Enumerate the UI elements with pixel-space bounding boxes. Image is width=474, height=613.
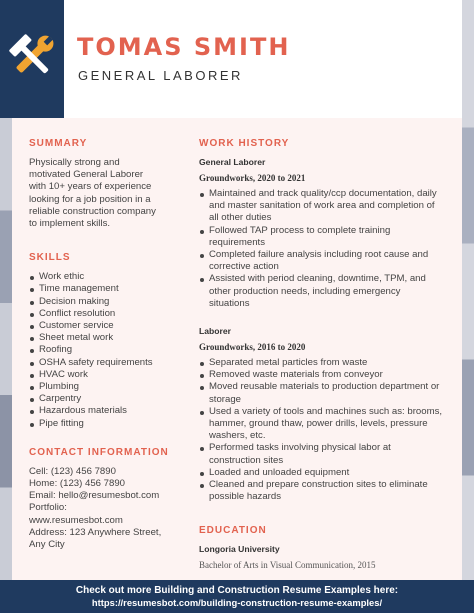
bullet-line: Performed tasks involving physical labor at [209,442,391,454]
education-school: Longoria University [199,544,280,555]
right-edge-stripes [462,0,474,580]
summary-line: motivated General Laborer [29,169,144,181]
bullet-line: Cleaned and prepare construction sites to eliminate [209,479,428,491]
summary-line: with 10+ years of experience [29,181,152,193]
contact-portfolio-label: Portfolio: [29,502,67,514]
job-bullet [199,479,454,503]
footer-link[interactable]: https://resumesbot.com/building-construction-resume-examples/ [91,597,383,608]
skill-item: Time management [29,283,179,295]
contact-city: Any City [29,539,65,551]
bullet-line: storage [209,393,241,405]
hammer-wrench-icon [5,30,59,84]
job-bullet [199,442,454,466]
job-bullet [199,369,454,381]
skill-item: Plumbing [29,381,179,393]
footer-banner [0,580,474,613]
job-bullet [199,357,454,369]
bullet-line: hammer, ground thaw, power drills, levels, pressure [209,418,428,430]
skill-item: Conflict resolution [29,308,179,320]
right-column [199,138,454,570]
contact-heading: CONTACT INFORMATION [29,446,169,458]
education-degree: Bachelor of Arts in Visual Communication, 2015 [199,560,376,571]
summary-text [29,157,179,230]
work-history-heading: WORK HISTORY [199,138,290,149]
job-bullet [199,381,454,405]
skills-list [29,271,179,430]
bullet-line: possible hazards [209,491,281,503]
job-entry-meta: Groundworks, 2020 to 2021 [199,173,306,183]
bullet-line: Separated metal particles from waste [209,357,368,369]
bullet-line: Removed waste materials from conveyor [209,369,383,381]
job-title: GENERAL LABORER [78,68,243,83]
summary-line: reliable construction company [29,205,156,217]
summary-line: Physically strong and [29,157,120,168]
job-entry [199,326,454,503]
contact-info [29,466,179,551]
job-bullet [199,225,454,249]
skill-item: OSHA safety requirements [29,357,179,369]
job-bullet [199,467,454,479]
job-bullet [199,188,454,225]
job-entry [199,157,454,310]
job-bullets [199,357,454,503]
skill-item: Hazardous materials [29,405,179,417]
contact-home: Home: (123) 456 7890 [29,478,125,490]
bullet-line: Moved reusable materials to production department or [209,381,440,393]
skill-item: Sheet metal work [29,332,179,344]
bullet-line: Maintained and track quality/ccp documentation, daily [209,188,437,199]
left-column [29,138,179,551]
left-edge-stripes [0,118,12,580]
job-bullet [199,249,454,273]
skill-item: Carpentry [29,393,179,405]
contact-cell: Cell: (123) 456 7890 [29,465,116,477]
bullet-line: all other duties [209,212,272,224]
bullet-line: Used a variety of tools and machines such as: brooms, [209,405,443,417]
summary-line: to implement skills. [29,218,111,230]
bullet-line: Completed failure analysis including root cause and [209,249,429,261]
candidate-name: TOMAS SMITH [77,33,291,61]
contact-email: Email: hello@resumesbot.com [29,490,160,502]
job-bullets [199,188,454,310]
education-heading: EDUCATION [199,525,267,537]
contact-address: Address: 123 Anywhere Street, [29,526,162,538]
skill-item: Work ethic [29,271,179,283]
job-bullet [199,406,454,443]
contact-portfolio-link: www.resumesbot.com [29,514,123,526]
skill-item: HVAC work [29,369,179,381]
bullet-line: Followed TAP process to complete training [209,224,391,236]
job-bullet [199,273,454,310]
job-entry-title: Laborer [199,326,231,337]
bullet-line: corrective action [209,261,279,273]
bullet-line: requirements [209,236,265,248]
skill-item: Customer service [29,320,179,332]
bullet-line: washers, etc. [209,430,266,442]
job-entry-title: General Laborer [199,157,266,167]
summary-heading: SUMMARY [29,138,88,149]
skill-item: Decision making [29,296,179,308]
bullet-line: construction sites [209,454,284,466]
job-entry-meta: Groundworks, 2016 to 2020 [199,342,306,353]
skills-heading: SKILLS [29,252,71,264]
skill-item: Roofing [29,344,179,356]
footer-text: Check out more Building and Construction Resume Examples here: [75,585,399,596]
skill-item: Pipe fitting [29,418,179,430]
bullet-line: other production needs, including emergency [209,285,401,297]
bullet-line: Assisted with period cleaning, downtime, TPM, and [209,273,426,285]
bullet-line: Loaded and unloaded equipment [209,466,350,478]
bullet-line: and master sanitation of work area and completion of [209,200,435,212]
summary-line: looking for a job position in a [29,193,151,205]
bullet-line: situations [209,297,250,309]
